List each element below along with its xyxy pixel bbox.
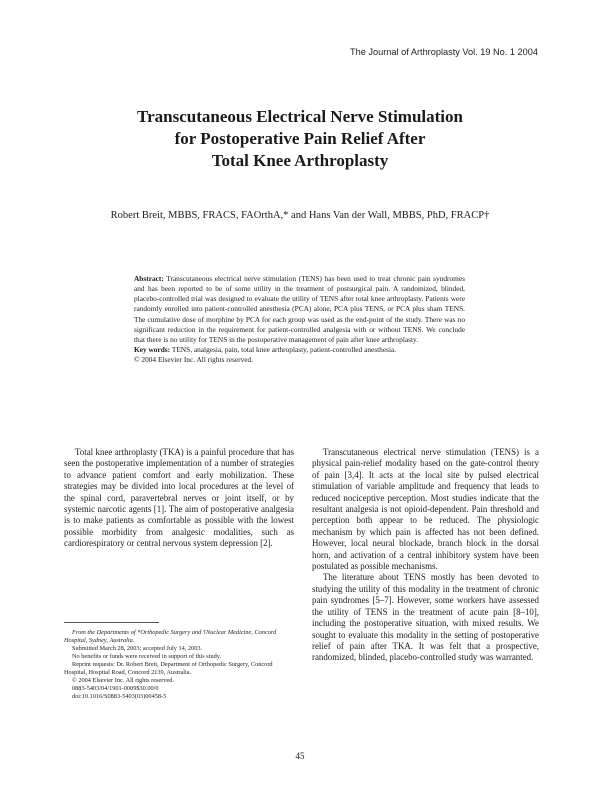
body-column-left: [64, 447, 294, 550]
keywords-text: TENS, analgesia, pain, total knee arthroplasty, patient-controlled anesthesia.: [171, 345, 397, 355]
abstract-block: [134, 274, 465, 365]
body-paragraph: Total knee arthroplasty (TKA) is a painful procedure that has seen the postoperative implementation of a number of strategies to advance patient comfort and early mobilization. These strategies may be divided into local procedures at the level of the spinal cord, paravertebral nerves or joint itself, or by systemic narcotic agents [1]. The aim of postoperative analgesia is to make patients as comfortable as possible with the lowest possible morbidity from analgesic modalities, such as cardiorespiratory or central nervous system depression [2].: [64, 447, 294, 549]
journal-header: The Journal of Arthroplasty Vol. 19 No. 1 2004: [350, 47, 538, 57]
footnote-doi: doi:10.1016/S0883-5403(03)00458-5: [72, 693, 167, 700]
page-number: 45: [295, 751, 305, 761]
body-paragraph: Transcutaneous electrical nerve stimulation (TENS) is a physical pain-relief modality based on the gate-control theory of pain [3,4]. It acts at the local site by pulsed electrical stimulation of variable amplitude and frequency that leads to reduced nociceptive perception. Most studies indicate that the resultant analgesia is not opioid-dependent. Pain threshold and perception both appear to be reduced. The physiologic mechanism by which pain is affected has not been defined. However, local neural blockade, branch block in the dorsal horn, and activation of a central inhibitory system have been postulated as possible mechanisms.: [312, 447, 539, 572]
footnote-affiliation: From the Departments of *Orthopedic Surgery and †Nuclear Medicine, Concord Hospital, Sydney, Australia.: [64, 629, 277, 644]
abstract-text: Transcutaneous electrical nerve stimulation (TENS) has been used to treat chronic pain syndromes and has been reported to be of some utility in the treatment of postsurgical pain. A randomized, blinded, placebo-controlled trial was designed to evaluate the utility of TENS after total knee arthroplasty. Patients were randomly enrolled into patient-controlled anesthesia (PCA) alone, PCA plus TENS, or PCA plus sham TENS. The cumulative dose of morphine by PCA for each group was used as the end-point of the study. There was no significant reduction in the requirement for patient-controlled analgesia with or without TENS. We conclude that there is no utility for TENS in the postoperative management of pain after knee arthroplasty.: [134, 274, 465, 344]
article-title: [0, 106, 600, 172]
footnote-copyright: © 2004 Elsevier Inc. All rights reserved.: [72, 677, 175, 684]
abstract-copyright: © 2004 Elsevier Inc. All rights reserved.: [134, 355, 253, 365]
title-line-3: Total Knee Arthroplasty: [211, 151, 389, 170]
keywords-label: Key words:: [134, 345, 171, 355]
footnote-divider: [64, 622, 159, 623]
footnote-submitted: Submitted March 28, 2003; accepted July 14, 2003.: [72, 645, 203, 652]
author-list: Robert Breit, MBBS, FRACS, FAOrthA,* and Hans Van der Wall, MBBS, PhD, FRACP†: [110, 210, 490, 221]
title-line-2: for Postoperative Pain Relief After: [174, 129, 426, 148]
footnote-reprints: Reprint requests: Dr. Robert Breit, Department of Orthopedic Surgery, Concord Hospital, Hospital Road, Concord 2139, Australia.: [64, 661, 273, 676]
body-column-right: [312, 447, 539, 664]
footnote-issn: 0883-5403/04/1901-0009$30.00/0: [72, 685, 159, 692]
footnote-funding: No benefits or funds were received in support of this study.: [72, 653, 222, 660]
title-line-1: Transcutaneous Electrical Nerve Stimulation: [137, 107, 463, 126]
abstract-label: Abstract:: [134, 274, 164, 283]
abstract-paragraph: [134, 274, 465, 345]
footnotes: [64, 629, 296, 701]
body-paragraph: The literature about TENS mostly has been devoted to studying the utility of this modality in the treatment of chronic pain syndromes [5–7]. However, some workers have assessed the utility of TENS in the treatment of acute pain [8–10], including the postoperative situation, with mixed results. We sought to evaluate this modality in the setting of postoperative relief of pain after TKA. It was felt that a prospective, randomized, blinded, placebo-controlled study was warranted.: [312, 572, 539, 663]
keywords-paragraph: [134, 345, 465, 355]
